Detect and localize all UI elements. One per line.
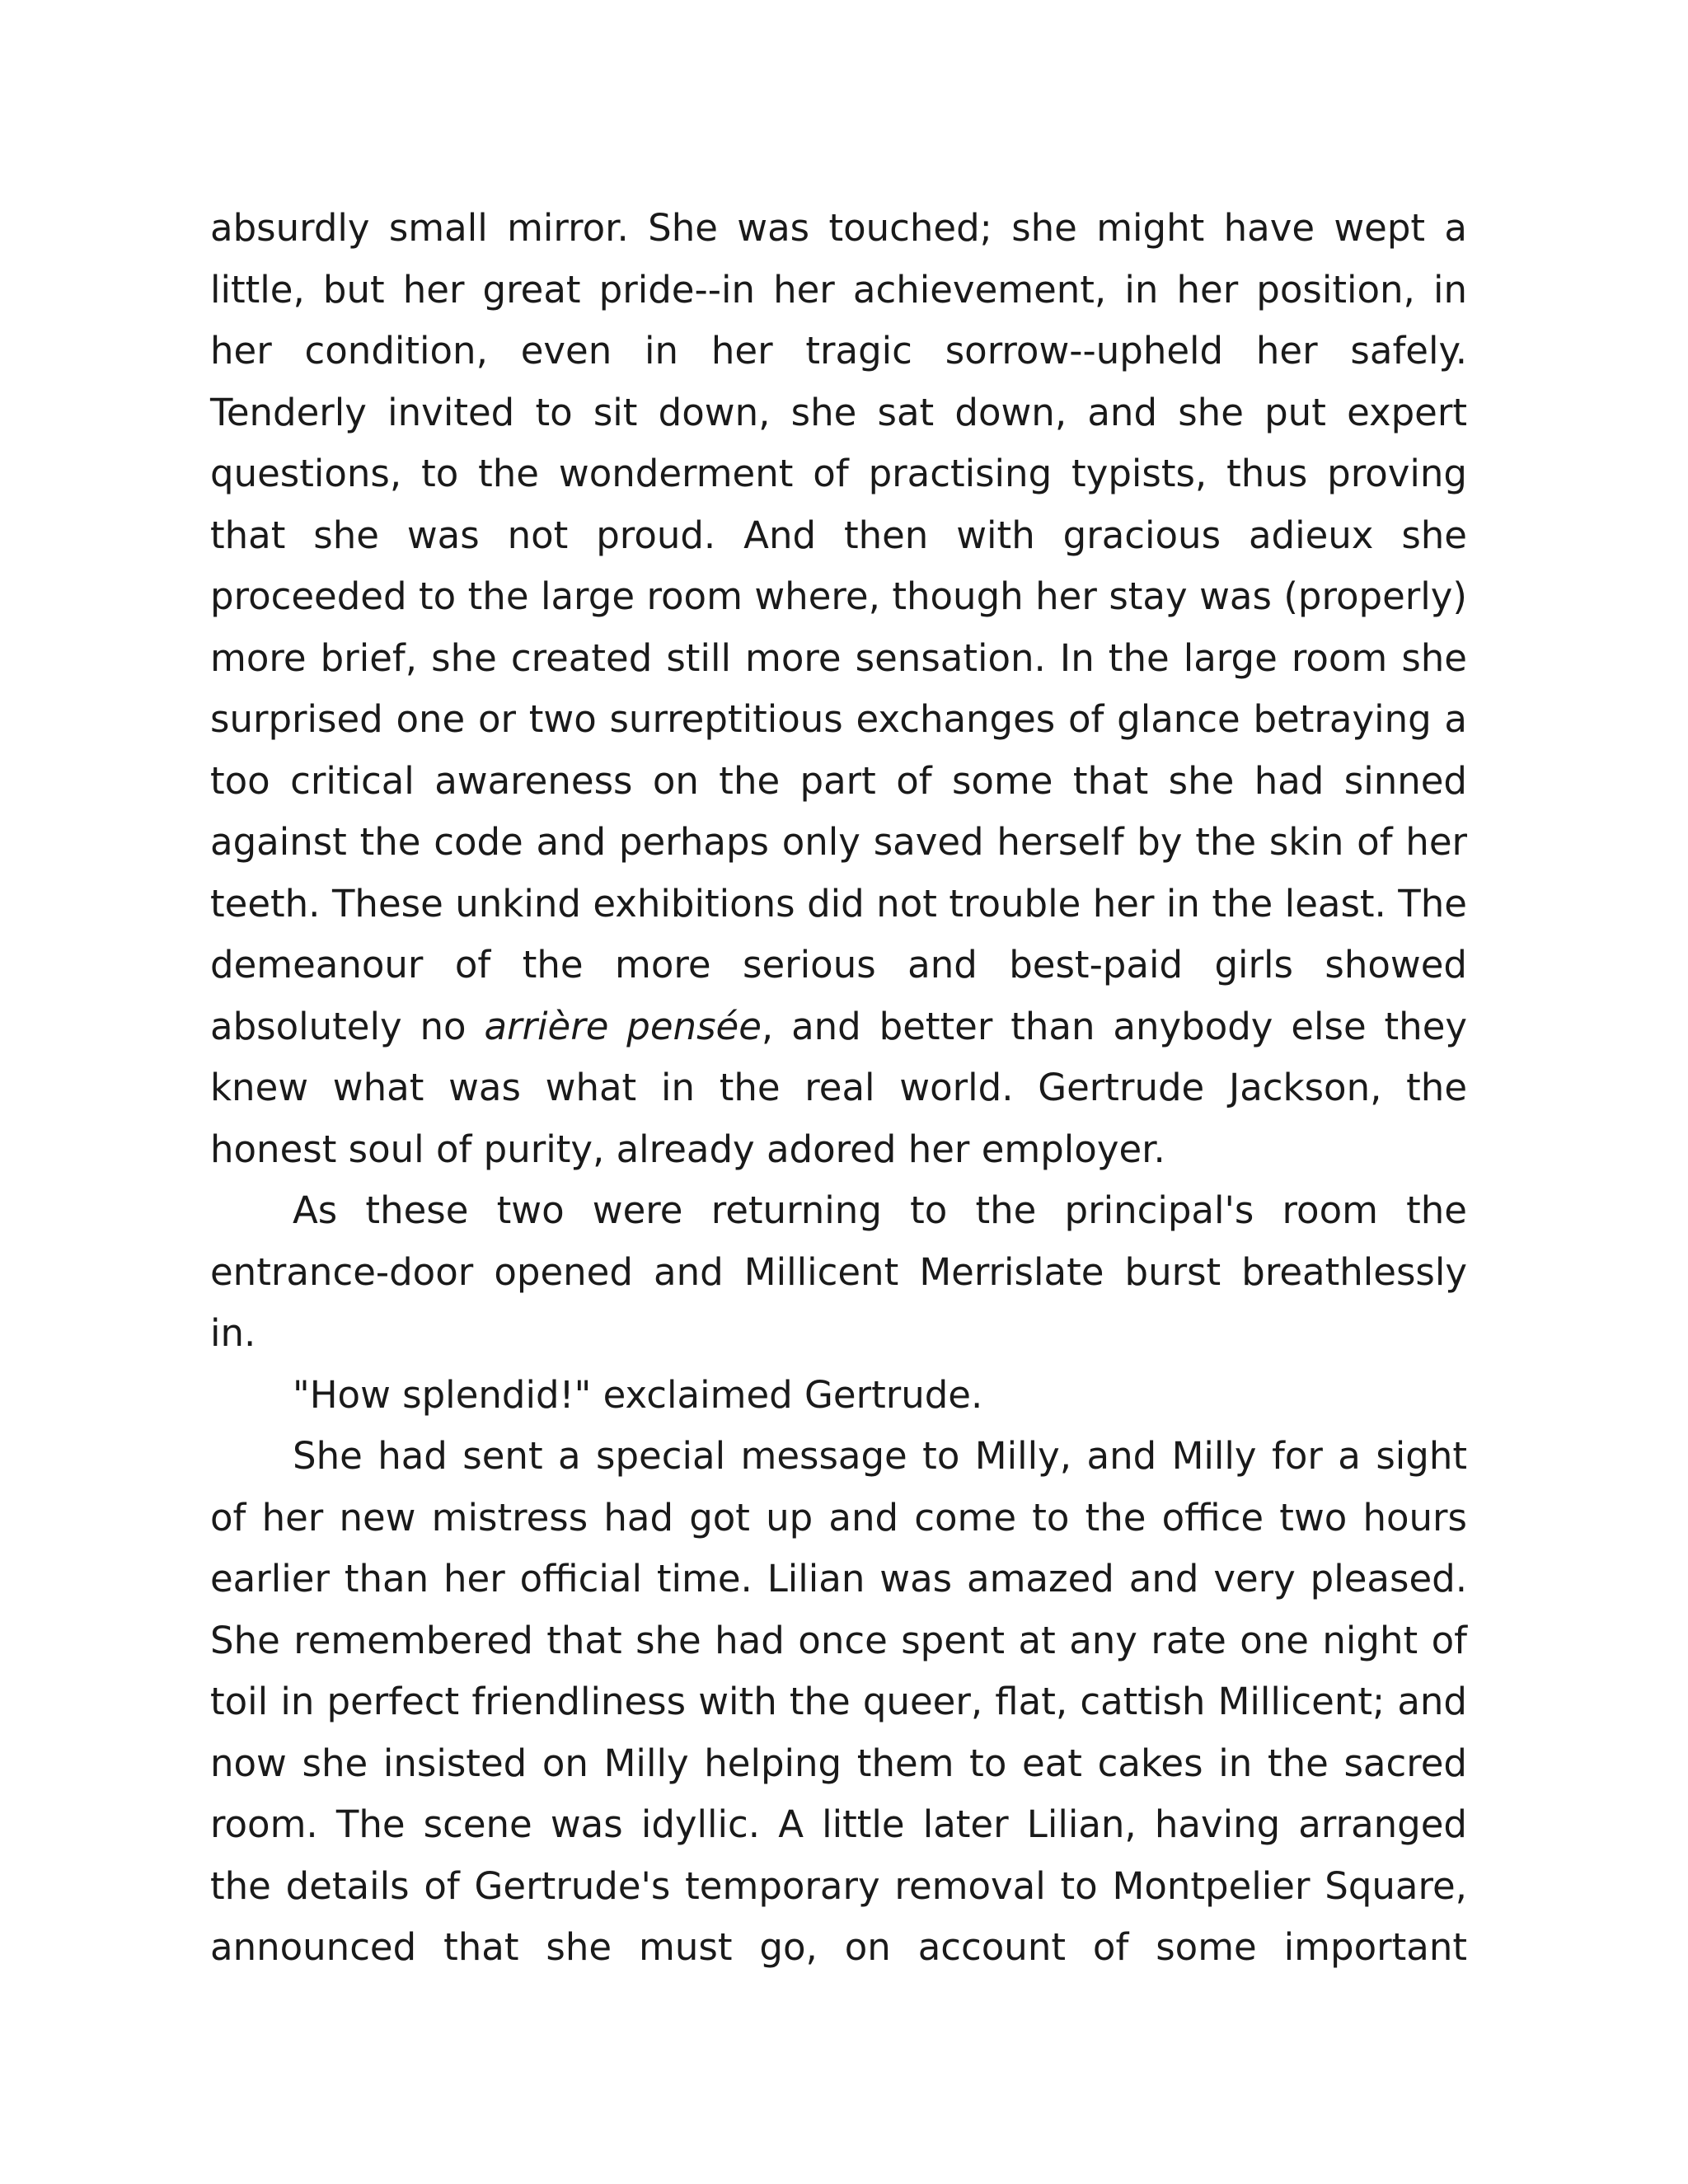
- paragraph-1-text-b: , and better than anybody else they knew what was what in the real world. Gertrude Jackson, the honest soul of purity, already adored her employer.: [210, 1004, 1468, 1171]
- body-text: [210, 198, 1467, 1979]
- paragraph-4-text: She had sent a special message to Milly, and Milly for a sight of her new mistress had got up and come to the office two hours earlier than her official time. Lilian was amazed and very pleased. She remembered that she had once spent at any rate one night of toil in perfect friendliness with the queer, flat, cattish Millicent; and now she insisted on Milly helping them to eat cakes in the sacred room. The scene was idyllic. A little later Lilian, having arranged the details of Gertrude's temporary removal to Montpelier Square, announced that she must go, on account of some important: [210, 1434, 1467, 1969]
- paragraph-3-text: "How splendid!" exclaimed Gertrude.: [293, 1372, 983, 1417]
- paragraph-3: [210, 1365, 1467, 1427]
- paragraph-4: [210, 1426, 1467, 1979]
- paragraph-1: [210, 198, 1467, 1180]
- paragraph-2-text: As these two were returning to the principal's room the entrance-door opened and Millicent Merrislate burst breathlessly in.: [210, 1188, 1467, 1355]
- paragraph-1-italic-phrase: arrière pensée: [484, 1004, 762, 1048]
- paragraph-1-text-a: absurdly small mirror. She was touched; she might have wept a little, but her great pride--in her achievement, in her position, in her condition, even in her tragic sorrow--upheld her safely. Tenderly invited to sit down, she sat down, and she put expert questions, to the wonderment of practising typists, thus proving that she was not proud. And then with gracious adieux she proceeded to the large room where, though her stay was (properly) more brief, she created still more sensation. In the large room she surprised one or two surreptitious exchanges of glance betraying a too critical awareness on the part of some that she had sinned against the code and perhaps only saved herself by the skin of her teeth. These unkind exhibitions did not trouble her in the least. The demeanour of the more serious and best-paid girls showed absolutely no: [210, 206, 1467, 1048]
- paragraph-2: [210, 1180, 1467, 1365]
